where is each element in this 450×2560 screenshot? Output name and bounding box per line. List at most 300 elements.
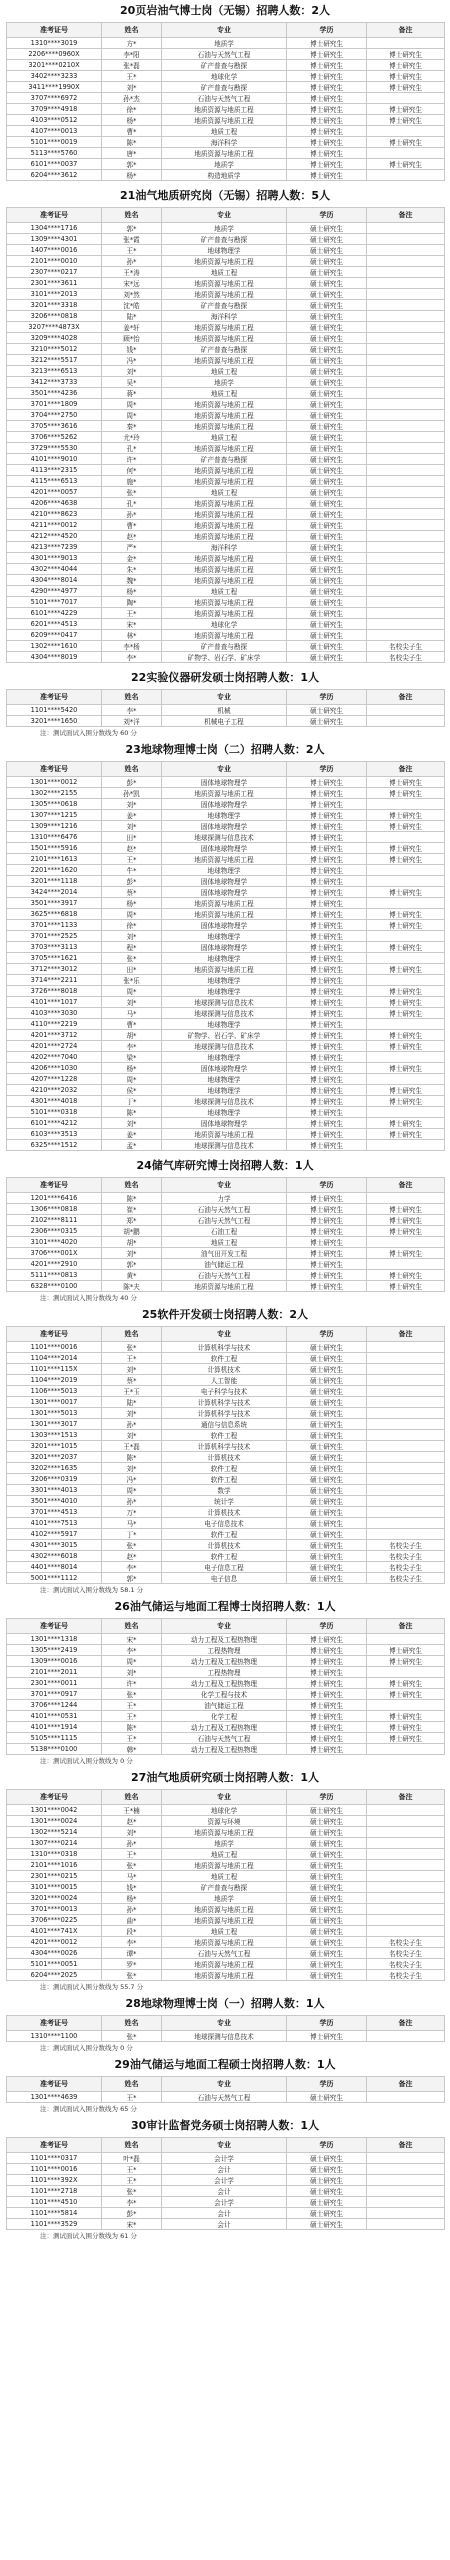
cell-major: 矿产普查与勘探 <box>162 234 287 245</box>
cell-id: 3706****0225 <box>7 1915 102 1926</box>
cell-id: 4115****6513 <box>7 476 102 487</box>
cell-major: 地球探测与信息技术 <box>162 1008 287 1019</box>
cell-degree: 博士研究生 <box>287 1030 367 1041</box>
cell-remark <box>367 597 445 608</box>
cell-remark: 博士研究生 <box>367 777 445 788</box>
cell-remark <box>367 1463 445 1474</box>
cell-name: 李*阳 <box>102 49 162 60</box>
cell-major: 计算机科学与技术 <box>162 1397 287 1408</box>
cell-degree: 硕士研究生 <box>287 366 367 377</box>
table-row <box>7 1689 445 1700</box>
column-header-degree: 学历 <box>287 762 367 777</box>
cell-id: 1301****1318 <box>7 1634 102 1645</box>
cell-remark: 博士研究生 <box>367 1030 445 1041</box>
table-row <box>7 300 445 311</box>
cell-id: 3701****2525 <box>7 931 102 942</box>
table-row <box>7 399 445 410</box>
cell-id: 1201****6416 <box>7 1193 102 1204</box>
cell-major: 资源与环境 <box>162 1816 287 1827</box>
cell-id: 3201****3318 <box>7 300 102 311</box>
cell-name: 张* <box>102 953 162 964</box>
cell-name: 王*磊 <box>102 1441 162 1452</box>
cell-remark: 博士研究生 <box>367 82 445 93</box>
cell-id: 2307****0217 <box>7 267 102 278</box>
cell-major: 地质工程 <box>162 366 287 377</box>
cell-id: 2101****1613 <box>7 854 102 865</box>
cell-remark <box>367 1882 445 1893</box>
table-row <box>7 148 445 159</box>
cell-major: 地球探测与信息技术 <box>162 2031 287 2042</box>
cell-remark <box>367 564 445 575</box>
cell-degree: 硕士研究生 <box>287 2153 367 2164</box>
cell-major: 会计 <box>162 2208 287 2219</box>
table-row <box>7 630 445 641</box>
table-row <box>7 1074 445 1085</box>
cell-name: 赵* <box>102 531 162 542</box>
cell-remark: 博士研究生 <box>367 1270 445 1281</box>
table-row <box>7 1364 445 1375</box>
candidate-table <box>6 689 445 727</box>
cell-id: 1302****2155 <box>7 788 102 799</box>
cell-major: 地球探测与信息技术 <box>162 1096 287 1107</box>
cell-remark: 博士研究生 <box>367 1645 445 1656</box>
cell-id: 6103****3513 <box>7 1129 102 1140</box>
recruitment-section <box>0 1596 450 1767</box>
column-header-remark: 备注 <box>367 2138 445 2153</box>
cell-major: 软件工程 <box>162 1529 287 1540</box>
cell-remark <box>367 2219 445 2230</box>
cell-degree: 硕士研究生 <box>287 520 367 531</box>
cell-degree: 博士研究生 <box>287 821 367 832</box>
cell-remark <box>367 355 445 366</box>
cell-id: 3201****0024 <box>7 1893 102 1904</box>
cell-major: 地质工程 <box>162 487 287 498</box>
cell-degree: 硕士研究生 <box>287 716 367 727</box>
cell-remark: 博士研究生 <box>367 115 445 126</box>
table-row <box>7 1849 445 1860</box>
cell-name: 胡* <box>102 1237 162 1248</box>
cell-name: 李* <box>102 1562 162 1573</box>
table-row <box>7 1700 445 1711</box>
table-row <box>7 1452 445 1463</box>
cell-major: 电子科学与技术 <box>162 1386 287 1397</box>
section-note: 注：测试面试入围分数线为 0 分 <box>40 2044 133 2052</box>
cell-name: 冯* <box>102 1474 162 1485</box>
cell-id: 2102****8111 <box>7 1215 102 1226</box>
cell-major: 软件工程 <box>162 1474 287 1485</box>
cell-major: 地质资源与地质工程 <box>162 630 287 641</box>
cell-name: 唐* <box>102 148 162 159</box>
cell-name: 杨* <box>102 115 162 126</box>
cell-major: 地质学 <box>162 223 287 234</box>
cell-name: 陈* <box>102 1722 162 1733</box>
cell-remark <box>367 223 445 234</box>
table-row <box>7 1518 445 1529</box>
cell-major: 固体地球物理学 <box>162 942 287 953</box>
cell-name: 钱* <box>102 344 162 355</box>
cell-id: 1309****0016 <box>7 1656 102 1667</box>
cell-name: 马* <box>102 1518 162 1529</box>
cell-id: 2301****0011 <box>7 1678 102 1689</box>
cell-remark: 名校尖子生 <box>367 1937 445 1948</box>
table-row <box>7 1667 445 1678</box>
cell-degree: 博士研究生 <box>287 1281 367 1292</box>
table-row <box>7 1551 445 1562</box>
cell-remark <box>367 498 445 509</box>
column-header-name: 姓名 <box>102 762 162 777</box>
cell-degree: 硕士研究生 <box>287 1441 367 1452</box>
cell-remark <box>367 1827 445 1838</box>
cell-id: 4201****2910 <box>7 1259 102 1270</box>
cell-remark: 博士研究生 <box>367 1085 445 1096</box>
table-row <box>7 788 445 799</box>
table-row <box>7 619 445 630</box>
table-row <box>7 476 445 487</box>
recruitment-section <box>0 1993 450 2054</box>
cell-remark: 博士研究生 <box>367 1063 445 1074</box>
cell-major: 地质学 <box>162 1838 287 1849</box>
cell-major: 地球探测与信息技术 <box>162 832 287 843</box>
cell-major: 计算机科学与技术 <box>162 1408 287 1419</box>
cell-id: 1310****0318 <box>7 1849 102 1860</box>
cell-id: 3411****1990X <box>7 82 102 93</box>
cell-name: 王* <box>102 1711 162 1722</box>
cell-name: 丁* <box>102 1096 162 1107</box>
table-row <box>7 2208 445 2219</box>
table-row <box>7 159 445 170</box>
cell-degree: 博士研究生 <box>287 909 367 920</box>
cell-major: 石油与天然气工程 <box>162 1204 287 1215</box>
table-row <box>7 256 445 267</box>
cell-remark: 名校尖子生 <box>367 652 445 663</box>
cell-remark: 博士研究生 <box>367 909 445 920</box>
cell-remark <box>367 953 445 964</box>
table-row <box>7 1270 445 1281</box>
cell-name: 田* <box>102 832 162 843</box>
cell-major: 地质学 <box>162 377 287 388</box>
cell-remark <box>367 509 445 520</box>
cell-degree: 硕士研究生 <box>287 1827 367 1838</box>
cell-remark <box>367 1408 445 1419</box>
section-title: 20页岩油气博士岗（无锡）招聘人数：2人 <box>120 4 330 17</box>
cell-name: 李* <box>102 652 162 663</box>
cell-id: 3202****1635 <box>7 1463 102 1474</box>
cell-remark: 博士研究生 <box>367 1248 445 1259</box>
cell-remark: 博士研究生 <box>367 997 445 1008</box>
cell-major: 动力工程及工程热物理 <box>162 1722 287 1733</box>
cell-degree: 硕士研究生 <box>287 1529 367 1540</box>
cell-degree: 博士研究生 <box>287 1634 367 1645</box>
cell-degree: 博士研究生 <box>287 82 367 93</box>
table-header-row <box>7 208 445 223</box>
column-header-degree: 学历 <box>287 23 367 38</box>
cell-name: 彭* <box>102 876 162 887</box>
cell-remark: 博士研究生 <box>367 1129 445 1140</box>
cell-remark <box>367 799 445 810</box>
cell-major: 地质资源与地质工程 <box>162 1281 287 1292</box>
table-row <box>7 920 445 931</box>
table-row <box>7 289 445 300</box>
cell-remark <box>367 2208 445 2219</box>
cell-id: 6328****0100 <box>7 1281 102 1292</box>
cell-id: 4301****9013 <box>7 553 102 564</box>
cell-remark <box>367 716 445 727</box>
table-row <box>7 1419 445 1430</box>
cell-remark <box>367 1430 445 1441</box>
cell-degree: 博士研究生 <box>287 1096 367 1107</box>
cell-id: 1301****4639 <box>7 2092 102 2103</box>
table-row <box>7 1129 445 1140</box>
table-row <box>7 410 445 421</box>
cell-degree: 博士研究生 <box>287 1041 367 1052</box>
cell-major: 地质资源与地质工程 <box>162 1915 287 1926</box>
cell-name: 朱* <box>102 564 162 575</box>
table-row <box>7 49 445 60</box>
table-row <box>7 1193 445 1204</box>
cell-name: 陈* <box>102 137 162 148</box>
table-row <box>7 1948 445 1959</box>
cell-remark <box>367 1849 445 1860</box>
cell-remark <box>367 1397 445 1408</box>
cell-remark <box>367 2153 445 2164</box>
cell-degree: 硕士研究生 <box>287 1518 367 1529</box>
cell-degree: 硕士研究生 <box>287 705 367 716</box>
cell-degree: 硕士研究生 <box>287 1408 367 1419</box>
table-row <box>7 2031 445 2042</box>
section-note: 注：测试面试入围分数线为 40 分 <box>40 1294 137 1302</box>
cell-degree: 博士研究生 <box>287 1118 367 1129</box>
cell-id: 4201****2724 <box>7 1041 102 1052</box>
cell-name: 尤*玲 <box>102 432 162 443</box>
table-row <box>7 997 445 1008</box>
recruitment-section <box>0 2054 450 2115</box>
cell-remark <box>367 311 445 322</box>
cell-id: 3213****6513 <box>7 366 102 377</box>
cell-name: 周* <box>102 1656 162 1667</box>
cell-degree: 硕士研究生 <box>287 1948 367 1959</box>
cell-name: 李*杨 <box>102 641 162 652</box>
cell-degree: 硕士研究生 <box>287 1463 367 1474</box>
cell-degree: 硕士研究生 <box>287 355 367 366</box>
cell-remark: 名校尖子生 <box>367 1540 445 1551</box>
table-row <box>7 454 445 465</box>
cell-name: 黄* <box>102 1270 162 1281</box>
cell-degree: 硕士研究生 <box>287 608 367 619</box>
cell-name: 刘* <box>102 366 162 377</box>
cell-major: 会计学 <box>162 2175 287 2186</box>
cell-remark: 名校尖子生 <box>367 1562 445 1573</box>
cell-name: 梁* <box>102 1052 162 1063</box>
cell-id: 5113****5760 <box>7 148 102 159</box>
cell-name: 程* <box>102 942 162 953</box>
table-row <box>7 1386 445 1397</box>
cell-name: 方* <box>102 38 162 49</box>
cell-id: 6204****2025 <box>7 1970 102 1981</box>
cell-name: 丁* <box>102 1529 162 1540</box>
cell-remark <box>367 1342 445 1353</box>
cell-major: 地质资源与地质工程 <box>162 531 287 542</box>
cell-remark <box>367 38 445 49</box>
table-row <box>7 1397 445 1408</box>
cell-major: 化学工程 <box>162 1711 287 1722</box>
cell-remark: 名校尖子生 <box>367 1551 445 1562</box>
cell-name: 宋* <box>102 2219 162 2230</box>
cell-name: 刘* <box>102 799 162 810</box>
cell-degree: 硕士研究生 <box>287 542 367 553</box>
cell-remark: 博士研究生 <box>367 1204 445 1215</box>
cell-id: 2101****2011 <box>7 1667 102 1678</box>
section-note: 注：测试面试入围分数线为 55.7 分 <box>40 1983 144 1991</box>
cell-degree: 博士研究生 <box>287 1270 367 1281</box>
cell-remark <box>367 1386 445 1397</box>
cell-name: 陆* <box>102 1397 162 1408</box>
cell-major: 地质工程 <box>162 1871 287 1882</box>
cell-degree: 博士研究生 <box>287 1645 367 1656</box>
cell-major: 地球物理学 <box>162 865 287 876</box>
table-row <box>7 1937 445 1948</box>
cell-id: 6209****0417 <box>7 630 102 641</box>
cell-id: 1309****4301 <box>7 234 102 245</box>
cell-major: 地球物理学 <box>162 975 287 986</box>
cell-id: 1106****5013 <box>7 1386 102 1397</box>
cell-name: 姜* <box>102 1129 162 1140</box>
cell-degree: 硕士研究生 <box>287 388 367 399</box>
cell-remark <box>367 1518 445 1529</box>
table-row <box>7 1904 445 1915</box>
table-row <box>7 1573 445 1584</box>
cell-id: 4212****4520 <box>7 531 102 542</box>
table-row <box>7 531 445 542</box>
cell-id: 4302****6018 <box>7 1551 102 1562</box>
cell-major: 矿产普查与勘探 <box>162 641 287 652</box>
column-header-name: 姓名 <box>102 208 162 223</box>
table-row <box>7 865 445 876</box>
cell-name: 张* <box>102 2031 162 2042</box>
cell-name: 段* <box>102 1926 162 1937</box>
column-header-degree: 学历 <box>287 2077 367 2092</box>
cell-degree: 博士研究生 <box>287 1678 367 1689</box>
cell-name: 王*楠 <box>102 1805 162 1816</box>
cell-major: 地质资源与地质工程 <box>162 1827 287 1838</box>
cell-name: 彭* <box>102 777 162 788</box>
section-title: 30审计监督党务硕士岗招聘人数：1人 <box>131 2119 319 2132</box>
cell-major: 电子信息 <box>162 1573 287 1584</box>
cell-remark <box>367 1860 445 1871</box>
column-header-id: 准考证号 <box>7 2077 102 2092</box>
cell-degree: 博士研究生 <box>287 137 367 148</box>
cell-major: 地质学 <box>162 38 287 49</box>
cell-id: 5101****0019 <box>7 137 102 148</box>
cell-name: 周* <box>102 410 162 421</box>
cell-remark <box>367 1259 445 1270</box>
table-row <box>7 1959 445 1970</box>
candidate-table <box>6 1789 445 1981</box>
table-row <box>7 137 445 148</box>
cell-id: 4302****4044 <box>7 564 102 575</box>
table-row <box>7 278 445 289</box>
cell-degree: 硕士研究生 <box>287 1816 367 1827</box>
cell-name: 刘* <box>102 82 162 93</box>
cell-degree: 硕士研究生 <box>287 256 367 267</box>
cell-remark: 博士研究生 <box>367 1656 445 1667</box>
cell-degree: 硕士研究生 <box>287 1540 367 1551</box>
table-row <box>7 986 445 997</box>
cell-major: 会计学 <box>162 2197 287 2208</box>
table-row <box>7 1496 445 1507</box>
cell-major: 固体地球物理学 <box>162 1063 287 1074</box>
cell-id: 1101****0016 <box>7 1342 102 1353</box>
recruitment-section <box>0 1767 450 1993</box>
cell-id: 1310****1100 <box>7 2031 102 2042</box>
cell-major: 地质工程 <box>162 1926 287 1937</box>
cell-name: 徐* <box>102 920 162 931</box>
cell-name: 张*乐 <box>102 975 162 986</box>
cell-id: 4103****0512 <box>7 115 102 126</box>
cell-degree: 博士研究生 <box>287 1733 367 1744</box>
cell-degree: 硕士研究生 <box>287 1507 367 1518</box>
table-row <box>7 1838 445 1849</box>
cell-remark: 名校尖子生 <box>367 1959 445 1970</box>
cell-name: 赵* <box>102 1551 162 1562</box>
cell-name: 张* <box>102 1970 162 1981</box>
cell-major: 海洋科学 <box>162 311 287 322</box>
cell-remark: 博士研究生 <box>367 1008 445 1019</box>
cell-id: 3706****001X <box>7 1248 102 1259</box>
cell-id: 4101****9010 <box>7 454 102 465</box>
cell-degree: 硕士研究生 <box>287 1364 367 1375</box>
cell-degree: 博士研究生 <box>287 876 367 887</box>
cell-major: 动力工程及工程热物理 <box>162 1634 287 1645</box>
cell-id: 3709****4918 <box>7 104 102 115</box>
cell-remark <box>367 126 445 137</box>
table-row <box>7 1926 445 1937</box>
column-header-remark: 备注 <box>367 208 445 223</box>
column-header-degree: 学历 <box>287 2138 367 2153</box>
cell-remark <box>367 1805 445 1816</box>
recruitment-section <box>0 667 450 739</box>
cell-degree: 硕士研究生 <box>287 399 367 410</box>
cell-degree: 硕士研究生 <box>287 1959 367 1970</box>
cell-degree: 博士研究生 <box>287 854 367 865</box>
cell-name: 王* <box>102 245 162 256</box>
cell-major: 地质资源与地质工程 <box>162 1904 287 1915</box>
cell-name: 牛* <box>102 865 162 876</box>
cell-major: 固体地球物理学 <box>162 887 287 898</box>
cell-degree: 硕士研究生 <box>287 2186 367 2197</box>
column-header-id: 准考证号 <box>7 690 102 705</box>
cell-major: 地质资源与地质工程 <box>162 854 287 865</box>
cell-major: 地质工程 <box>162 267 287 278</box>
cell-name: 陈*夫 <box>102 1281 162 1292</box>
cell-degree: 硕士研究生 <box>287 509 367 520</box>
cell-name: 许* <box>102 454 162 465</box>
recruitment-section <box>0 1155 450 1304</box>
column-header-remark: 备注 <box>367 690 445 705</box>
cell-name: 郑* <box>102 1215 162 1226</box>
table-row <box>7 597 445 608</box>
cell-degree: 博士研究生 <box>287 843 367 854</box>
cell-id: 5105****1115 <box>7 1733 102 1744</box>
cell-degree: 博士研究生 <box>287 1248 367 1259</box>
cell-major: 地质资源与地质工程 <box>162 553 287 564</box>
table-header-row <box>7 1178 445 1193</box>
table-row <box>7 388 445 399</box>
cell-degree: 硕士研究生 <box>287 586 367 597</box>
cell-degree: 博士研究生 <box>287 38 367 49</box>
cell-name: 孙*凯 <box>102 788 162 799</box>
cell-major: 地质资源与地质工程 <box>162 964 287 975</box>
cell-major: 矿物学、岩石学、矿床学 <box>162 652 287 663</box>
